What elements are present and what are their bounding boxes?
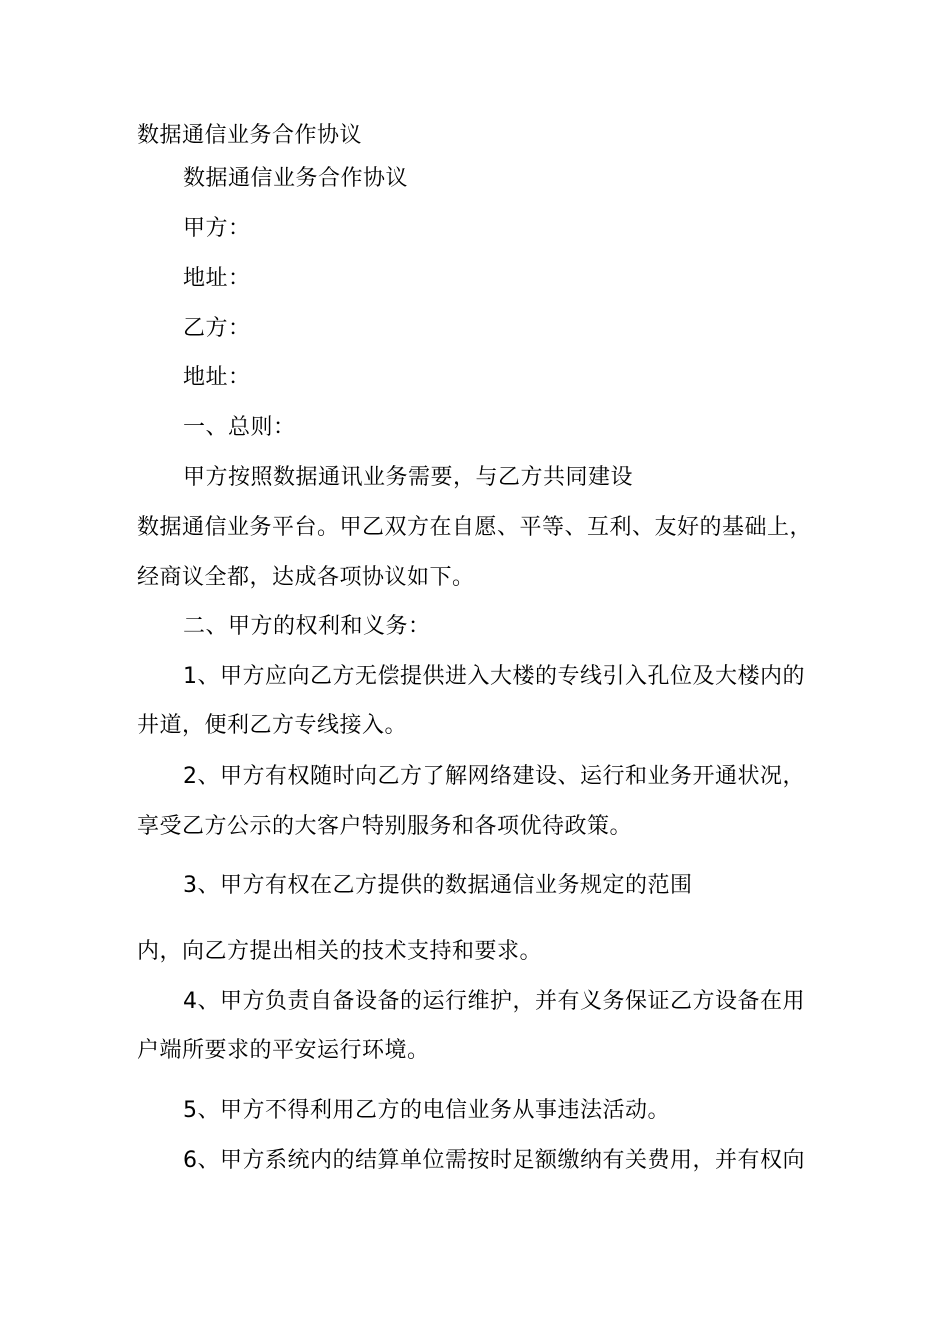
- party-a-label: 甲方：: [183, 216, 251, 241]
- paragraph-line: 享受乙方公示的大客户特别服务和各项优待政策。: [137, 814, 633, 839]
- paragraph-line: 6、甲方系统内的结算单位需按时足额缴纳有关费用，并有权向: [183, 1148, 805, 1173]
- paragraph-line: 4、甲方负责自备设备的运行维护，并有义务保证乙方设备在用: [183, 989, 805, 1014]
- paragraph-line: 内，向乙方提出相关的技术支持和要求。: [137, 939, 543, 964]
- paragraph-line: 数据通信业务平台。甲乙双方在自愿、平等、互利、友好的基础上，: [137, 515, 813, 540]
- agreement-heading: 数据通信业务合作协议: [183, 166, 409, 191]
- party-b-label: 乙方：: [183, 316, 251, 341]
- document-title: 数据通信业务合作协议: [137, 123, 363, 148]
- paragraph-line: 5、甲方不得利用乙方的电信业务从事违法活动。: [183, 1098, 670, 1123]
- paragraph-line: 甲方按照数据通讯业务需要，与乙方共同建设: [183, 465, 634, 490]
- section-rights-heading: 二、甲方的权利和义务：: [183, 614, 431, 639]
- paragraph-line: 2、甲方有权随时向乙方了解网络建设、运行和业务开通状况，: [183, 764, 805, 789]
- paragraph-line: 经商议全都，达成各项协议如下。: [137, 565, 475, 590]
- section-general-heading: 一、总则：: [183, 415, 296, 440]
- paragraph-line: 1、甲方应向乙方无偿提供进入大楼的专线引入孔位及大楼内的: [183, 664, 805, 689]
- paragraph-line: 3、甲方有权在乙方提供的数据通信业务规定的范围: [183, 873, 693, 898]
- paragraph-line: 户端所要求的平安运行环境。: [137, 1038, 430, 1063]
- paragraph-line: 井道，便利乙方专线接入。: [137, 713, 408, 738]
- party-a-address-label: 地址：: [183, 266, 251, 291]
- party-b-address-label: 地址：: [183, 365, 251, 390]
